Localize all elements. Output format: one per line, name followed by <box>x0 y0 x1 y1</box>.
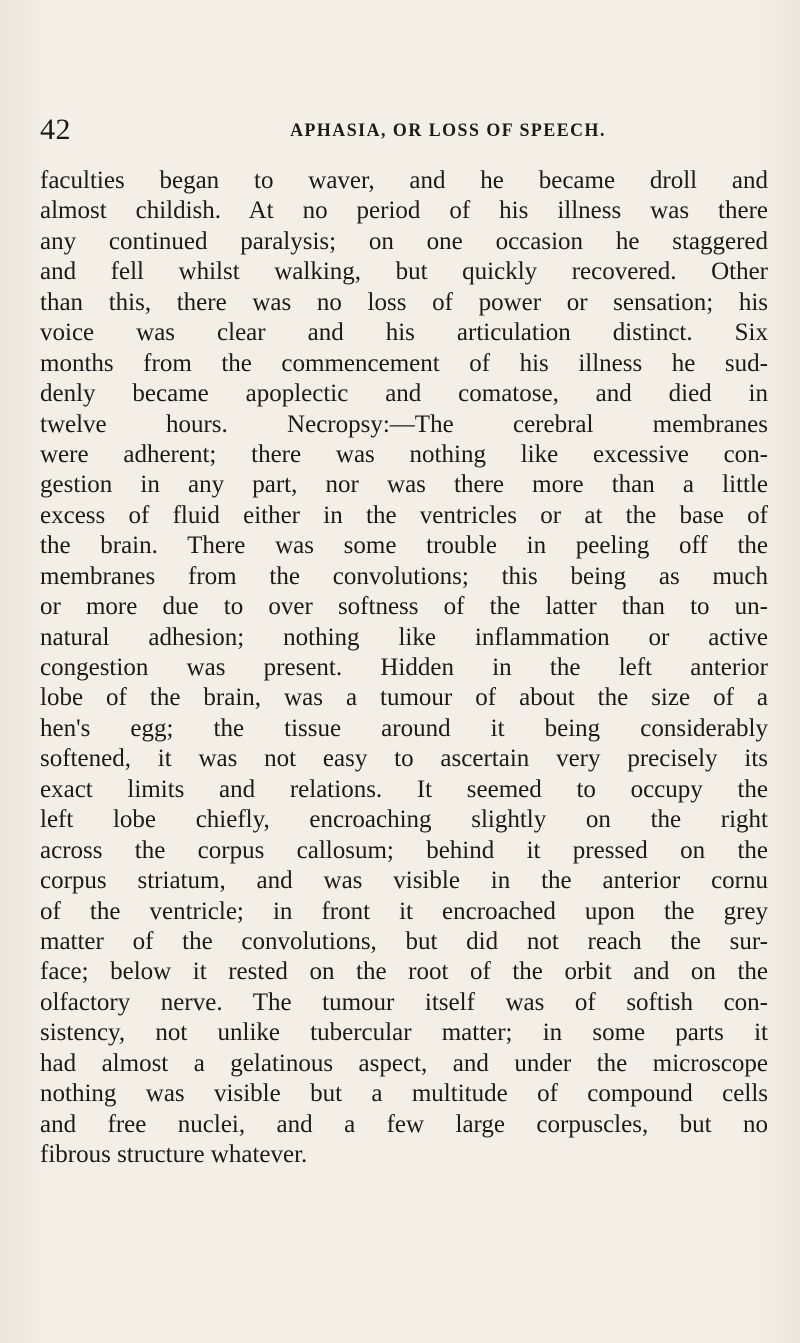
text-line: olfactory nerve. The tumour itself was of softish con- <box>40 988 768 1016</box>
text-line: almost childish. At no period of his illness was there <box>40 197 768 225</box>
text-line: softened, it was not easy to ascertain very precisely its <box>40 745 768 773</box>
text-line: natural adhesion; nothing like inflammation or active <box>40 623 768 651</box>
text-line: lobe of the brain, was a tumour of about the size of a <box>40 684 768 712</box>
text-line: voice was clear and his articulation distinct. Six <box>40 319 768 347</box>
text-line: excess of fluid either in the ventricles or at the base of <box>40 501 768 529</box>
body-text <box>40 166 768 1170</box>
text-line: matter of the convolutions, but did not reach the sur- <box>40 927 768 955</box>
text-line: nothing was visible but a multitude of compound cells <box>40 1080 768 1108</box>
text-line: and free nuclei, and a few large corpuscles, but no <box>40 1110 768 1138</box>
text-line: gestion in any part, nor was there more than a little <box>40 471 768 499</box>
text-line: corpus striatum, and was visible in the anterior cornu <box>40 867 768 895</box>
text-line: or more due to over softness of the latter than to un- <box>40 593 768 621</box>
text-line: than this, there was no loss of power or sensation; his <box>40 288 768 316</box>
running-title: APHASIA, OR LOSS OF SPEECH. <box>290 120 606 141</box>
text-line: membranes from the convolutions; this being as much <box>40 562 768 590</box>
text-line: faculties began to waver, and he became droll and <box>40 167 768 194</box>
text-line: had almost a gelatinous aspect, and under the microscope <box>40 1049 768 1077</box>
text-line: hen's egg; the tissue around it being considerably <box>40 714 768 742</box>
text-line: months from the commencement of his illness he sud- <box>40 349 768 377</box>
text-line: congestion was present. Hidden in the left anterior <box>40 654 768 681</box>
text-line: exact limits and relations. It seemed to occupy the <box>40 775 768 803</box>
text-line: were adherent; there was nothing like excessive con- <box>40 440 768 468</box>
text-line: left lobe chiefly, encroaching slightly on the right <box>40 806 768 834</box>
text-line: the brain. There was some trouble in peeling off the <box>40 532 768 560</box>
running-head <box>40 113 768 147</box>
page-number: 42 <box>40 113 71 146</box>
text-line: twelve hours. Necropsy:—The cerebral membranes <box>40 410 768 438</box>
text-line: fibrous structure whatever. <box>40 1141 308 1168</box>
text-line: face; below it rested on the root of the orbit and on the <box>40 958 768 986</box>
text-line: sistency, not unlike tubercular matter; in some parts it <box>40 1019 768 1047</box>
text-line: denly became apoplectic and comatose, and died in <box>40 380 768 408</box>
text-line: of the ventricle; in front it encroached upon the grey <box>40 897 768 925</box>
text-line: across the corpus callosum; behind it pressed on the <box>40 836 768 864</box>
text-line: and fell whilst walking, but quickly recovered. Other <box>40 258 768 286</box>
text-line: any continued paralysis; on one occasion he staggered <box>40 227 768 255</box>
